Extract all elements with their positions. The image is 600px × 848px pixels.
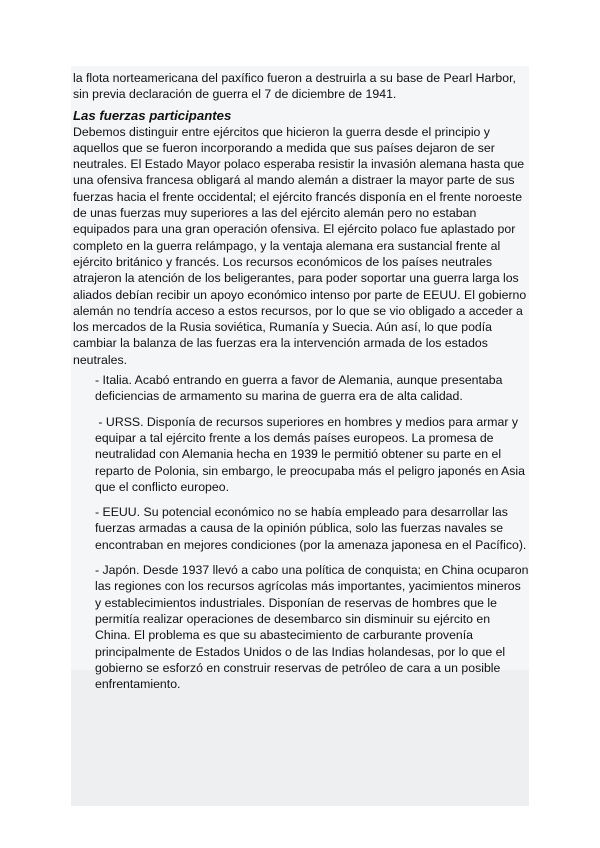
list-item-eeuu: - EEUU. Su potencial económico no se había empleado para desarrollar las fuerzas armadas a causa de la opinión pública, solo las fuerzas navales se encontraban en mejores condiciones (por la amenaza japonesa en el Pacífico). bbox=[95, 505, 527, 552]
list-item-italia: - Italia. Acabó entrando en guerra a favor de Alemania, aunque presentaba deficiencias de armamento su marina de guerra era de alta calidad. bbox=[95, 373, 503, 404]
document-content bbox=[73, 70, 529, 701]
list-item-urss: - URSS. Disponía de recursos superiores en hombres y medios para armar y equipar a tal ejército frente a los demás países europeos. La promesa de neutralidad con Alemania hecha en 1939 le permitió obtener su parte en el reparto de Polonia, sin embargo, le preocupaba más el peligro japonés en Asia que el conflicto europeo. bbox=[95, 414, 529, 494]
list-item-japon: - Japón. Desde 1937 llevó a cabo una política de conquista; en China ocuparon las regiones con los recursos agrícolas más importantes, yacimientos mineros y establecimientos industriales. Disponían de reservas de hombres que le permitía realizar operaciones de desembarco sin disminuir su ejército en China. El problema es que su abastecimiento de carburante provenía principalmente de Estados Unidos o de las Indias holandesas, por lo que el gobierno se esforzó en construir reservas de petróleo de cara a un posible enfrentamiento. bbox=[95, 563, 529, 692]
country-list bbox=[73, 372, 529, 692]
section-heading: Las fuerzas participantes bbox=[73, 107, 232, 123]
intro-paragraph: la flota norteamericana del paxífico fueron a destruirla a su base de Pearl Harbor, sin previa declaración de guerra el 7 de diciembre de 1941. bbox=[73, 71, 516, 102]
body-paragraph: Debemos distinguir entre ejércitos que hicieron la guerra desde el principio y aquellos que se fueron incorporando a medida que sus países dejaron de ser neutrales. El Estado Mayor polaco esperaba resistir la invasión alemana hasta que una ofensiva francesa obligará al mando alemán a distraer la mayor parte de sus fuerzas hacia el frente occidental; el ejército francés disponía en el frente noroeste de unas fuerzas muy superiores a las del ejército alemán pero no estaban equipados para una gran operación ofensiva. El ejército polaco fue aplastado por completo en la guerra relámpago, y la ventaja alemana era sustancial frente al ejército británico y francés. Los recursos económicos de los países neutrales atrajeron la atención de los beligerantes, para poder soportar una guerra larga los aliados debían recibir un apoyo económico intenso por parte de EEUU. El gobierno alemán no tendría acceso a estos recursos, por lo que se vio obligado a acceder a los mercados de la Rusia soviética, Rumanía y Suecia. Aún así, lo que podía cambiar la balanza de las fuerzas era la intervención armada de los estados neutrales. bbox=[73, 124, 527, 367]
